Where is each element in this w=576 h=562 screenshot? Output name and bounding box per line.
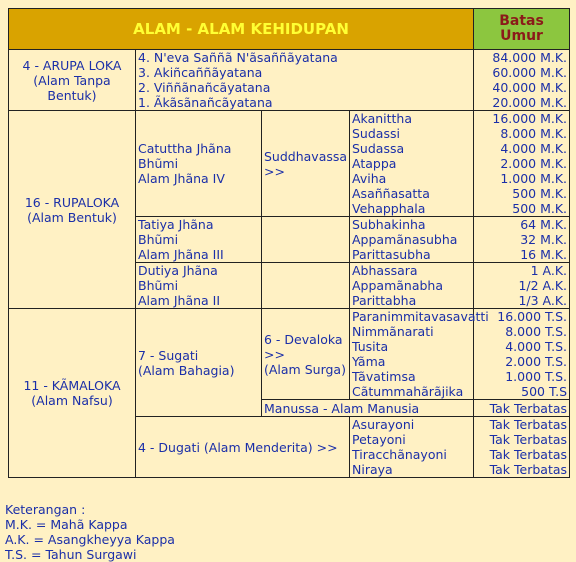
kama-label-line2: (Alam Nafsu) bbox=[31, 393, 113, 408]
list-item: 4. N'eva Saññã N'ãsaññãyatana bbox=[138, 50, 338, 65]
legend bbox=[5, 502, 175, 562]
list-item: Asurayoni bbox=[352, 417, 415, 432]
kama-label-line1: 11 - KÃMALOKA bbox=[23, 378, 121, 393]
age-value: Tak Terbatas bbox=[489, 432, 568, 447]
arupa-label-line1: 4 - ARUPA LOKA bbox=[22, 57, 122, 73]
age-value: 40.000 M.K. bbox=[492, 80, 568, 95]
age-value: 500 T.S bbox=[521, 384, 568, 399]
age-value: 1.000 M.K. bbox=[500, 171, 568, 186]
jhana-iv-line2: Bhũmi bbox=[138, 156, 179, 171]
age-value: 16.000 T.S. bbox=[497, 309, 568, 324]
age-value: 16 M.K. bbox=[520, 247, 568, 262]
sugati-label bbox=[136, 309, 262, 417]
realms-table bbox=[8, 8, 570, 478]
jhana-iii-age-list bbox=[474, 217, 570, 263]
kamaloka-label bbox=[9, 309, 136, 478]
table-title: ALAM - ALAM KEHIDUPAN bbox=[9, 9, 474, 50]
manussa-label: Manussa - Alam Manusia bbox=[262, 400, 474, 417]
legend-ak: A.K. = Asangkheyya Kappa bbox=[5, 532, 175, 547]
jhana-iii-label bbox=[136, 217, 262, 263]
jhana-iv-line3: Alam Jhãna IV bbox=[138, 171, 225, 186]
list-item: Aviha bbox=[352, 171, 387, 186]
jhana-ii-line3: Alam Jhãna II bbox=[138, 293, 221, 308]
age-value: 4.000 T.S. bbox=[505, 339, 568, 354]
age-value: Tak Terbatas bbox=[489, 462, 568, 477]
devaloka-line2: >> bbox=[264, 346, 285, 362]
devaloka-line3: (Alam Surga) bbox=[264, 361, 346, 377]
jhana-ii-line2: Bhũmi bbox=[138, 278, 179, 293]
jhana-iv-line1: Catuttha Jhãna bbox=[138, 141, 232, 156]
sugati-line1: 7 - Sugati bbox=[138, 347, 199, 363]
age-value: Tak Terbatas bbox=[489, 447, 568, 462]
age-value: 4.000 M.K. bbox=[500, 141, 568, 156]
age-value: 1/2 A.K. bbox=[518, 278, 568, 293]
age-value: 8.000 M.K. bbox=[500, 126, 568, 141]
jhana-iv-age-list bbox=[474, 111, 570, 217]
age-value: 60.000 M.K. bbox=[492, 65, 568, 80]
dugati-label: 4 - Dugati (Alam Menderita) >> bbox=[136, 417, 350, 478]
arupa-label-line2: (Alam Tanpa bbox=[33, 72, 111, 88]
arupa-label-line3: Bentuk) bbox=[47, 87, 97, 103]
jhana-ii-label bbox=[136, 263, 262, 309]
devaloka-realm-list bbox=[350, 309, 489, 400]
age-header-line2: Umur bbox=[500, 28, 543, 44]
age-value: 500 M.K. bbox=[512, 186, 568, 201]
rupaloka-label bbox=[9, 111, 136, 309]
age-value: 2.000 T.S. bbox=[505, 354, 568, 369]
list-item: Tãvatimsa bbox=[352, 369, 416, 384]
list-item: Akanittha bbox=[352, 111, 413, 126]
list-item: 2. Viññãnañcãyatana bbox=[138, 80, 271, 95]
list-item: 3. Akiñcaññãyatana bbox=[138, 65, 263, 80]
jhana-iii-line2: Bhũmi bbox=[138, 232, 179, 247]
jhana-iv-realm-list bbox=[350, 111, 474, 217]
list-item: Sudassa bbox=[352, 141, 405, 156]
devaloka-label bbox=[262, 309, 350, 400]
legend-mk: M.K. = Mahã Kappa bbox=[5, 517, 128, 532]
list-item: Petayoni bbox=[352, 432, 406, 447]
legend-ts: T.S. = Tahun Surgawi bbox=[5, 547, 137, 562]
age-value: 32 M.K. bbox=[520, 232, 568, 247]
list-item: 1. Ãkãsãnañcãyatana bbox=[138, 95, 273, 110]
jhana-ii-realm-list bbox=[350, 263, 474, 309]
list-item: Appamãnabha bbox=[352, 278, 444, 293]
age-value: 16.000 M.K. bbox=[492, 111, 568, 126]
list-item: Tiracchãnayoni bbox=[352, 447, 447, 462]
age-value: 1 A.K. bbox=[530, 263, 568, 278]
age-limit-header bbox=[474, 9, 570, 50]
jhana-iv-label bbox=[136, 111, 262, 217]
list-item: Parittabha bbox=[352, 293, 417, 308]
age-value: 1/3 A.K. bbox=[518, 293, 568, 308]
list-item: Paranimmitavasavatti bbox=[352, 309, 489, 324]
suddhavassa-label bbox=[262, 111, 350, 217]
sugati-line2: (Alam Bahagia) bbox=[138, 362, 235, 378]
jhana-iii-line1: Tatiya Jhãna bbox=[138, 217, 214, 232]
list-item: Vehapphala bbox=[352, 201, 426, 216]
manussa-age: Tak Terbatas bbox=[474, 400, 570, 417]
dugati-age-list bbox=[474, 417, 570, 478]
suddhavassa-line2: >> bbox=[264, 163, 285, 179]
list-item: Sudassi bbox=[352, 126, 400, 141]
rupa-label-line1: 16 - RUPALOKA bbox=[24, 194, 120, 210]
list-item: Nimmãnarati bbox=[352, 324, 434, 339]
devaloka-line1: 6 - Devaloka bbox=[264, 331, 343, 347]
age-value: 8.000 T.S. bbox=[505, 324, 568, 339]
dugati-realm-list bbox=[350, 417, 474, 478]
jhana-ii-age-list bbox=[474, 263, 570, 309]
empty-cell bbox=[262, 263, 350, 309]
age-header-line1: Batas bbox=[499, 13, 544, 29]
list-item: Asaññasatta bbox=[352, 186, 430, 201]
list-item: Parittasubha bbox=[352, 247, 431, 262]
legend-title: Keterangan : bbox=[5, 502, 86, 517]
age-value: 64 M.K. bbox=[520, 217, 568, 232]
age-value: 20.000 M.K. bbox=[492, 95, 568, 110]
list-item: Abhassara bbox=[352, 263, 418, 278]
age-value: 1.000 T.S. bbox=[505, 369, 568, 384]
age-value: 500 M.K. bbox=[512, 201, 568, 216]
arupa-loka-label bbox=[9, 50, 136, 111]
suddhavassa-line1: Suddhavassa bbox=[264, 148, 348, 164]
age-value: Tak Terbatas bbox=[489, 417, 568, 432]
list-item: Subhakinha bbox=[352, 217, 426, 232]
arupa-age-list bbox=[474, 50, 570, 111]
rupa-label-line2: (Alam Bentuk) bbox=[27, 209, 117, 225]
list-item: Appamãnasubha bbox=[352, 232, 458, 247]
list-item: Cãtummahãrãjika bbox=[352, 384, 464, 399]
empty-cell bbox=[262, 217, 350, 263]
list-item: Niraya bbox=[352, 462, 393, 477]
arupa-realm-list bbox=[136, 50, 474, 111]
jhana-iii-line3: Alam Jhãna III bbox=[138, 247, 224, 262]
jhana-iii-realm-list bbox=[350, 217, 474, 263]
list-item: Atappa bbox=[352, 156, 397, 171]
age-value: 2.000 M.K. bbox=[500, 156, 568, 171]
list-item: Tusita bbox=[352, 339, 389, 354]
list-item: Yãma bbox=[352, 354, 386, 369]
age-value: 84.000 M.K. bbox=[492, 50, 568, 65]
jhana-ii-line1: Dutiya Jhãna bbox=[138, 263, 218, 278]
